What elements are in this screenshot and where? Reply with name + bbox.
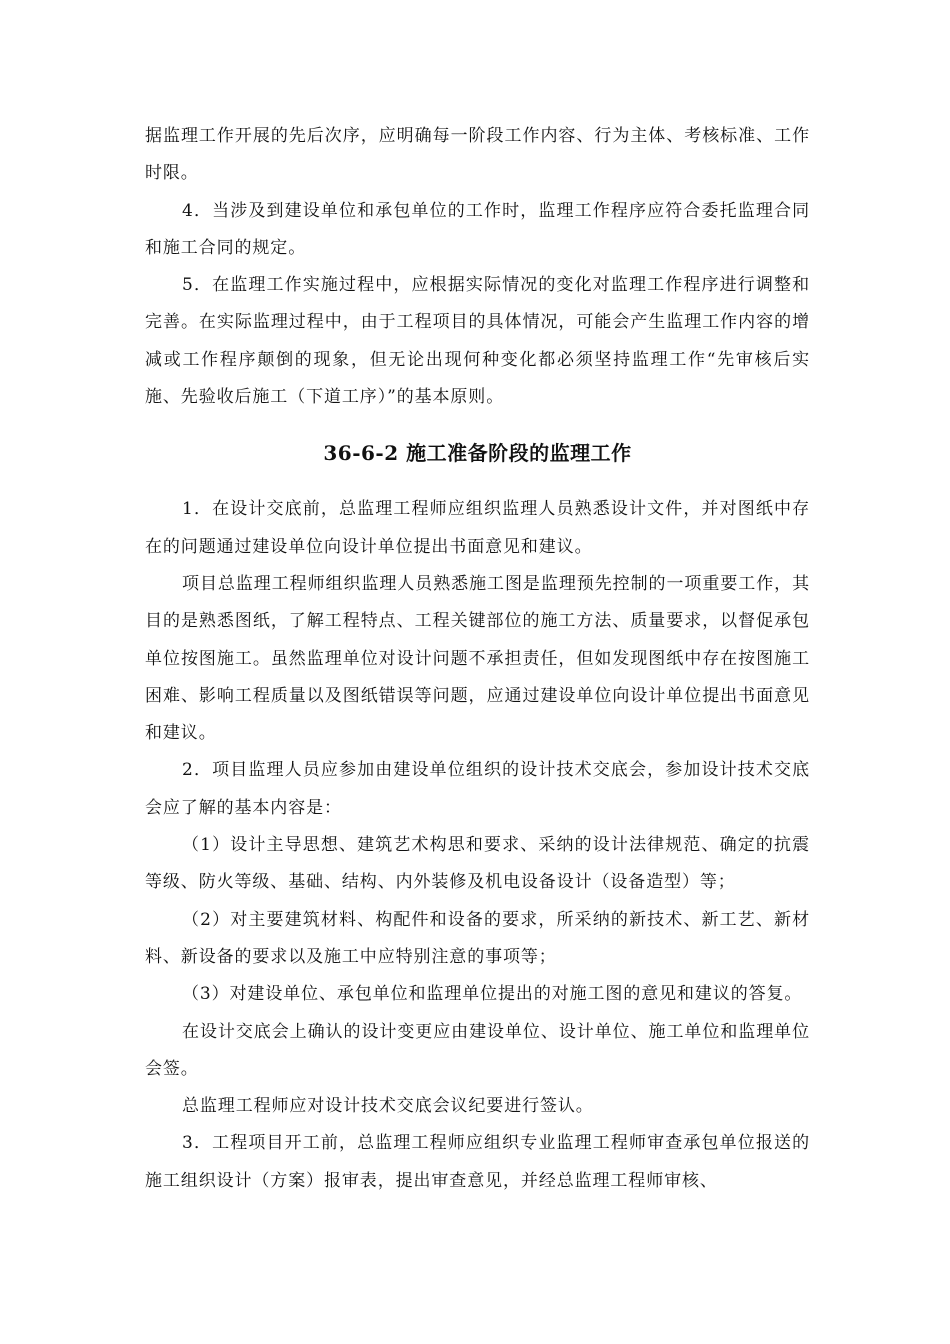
section-heading: 36-6-2 施工准备阶段的监理工作 [323,441,632,466]
paragraph-item-5: 5．在监理工作实施过程中，应根据实际情况的变化对监理工作程序进行调整和完善。在实际监理过程中，由于工程项目的具体情况，可能会产生监理工作内容的增减或工作程序颠倒的现象，但无论出现何种变化都必须坚持监理工作“先审核后实施、先验收后施工（下道工序）”的基本原则。 [145,275,810,408]
paragraph-item-4: 4．当涉及到建设单位和承包单位的工作时，监理工作程序应符合委托监理合同和施工合同的规定。 [145,200,810,258]
paragraph-item-3: 3．工程项目开工前，总监理工程师应组织专业监理工程师审查承包单位报送的施工组织设计（方案）报审表，提出审查意见，并经总监理工程师审核、 [145,1133,810,1191]
paragraph-subitem-1: （1）设计主导思想、建筑艺术构思和要求、采纳的设计法律规范、确定的抗震等级、防火等级、基础、结构、内外装修及机电设备设计（设备造型）等； [145,835,810,893]
paragraph-subitem-2: （2）对主要建筑材料、构配件和设备的要求，所采纳的新技术、新工艺、新材料、新设备的要求以及施工中应特别注意的事项等； [145,909,810,967]
paragraph-minutes-signoff: 总监理工程师应对设计技术交底会议纪要进行签认。 [182,1096,594,1117]
paragraph-continuation: 据监理工作开展的先后次序，应明确每一阶段工作内容、行为主体、考核标准、工作时限。 [145,126,810,184]
paragraph-explanation: 项目总监理工程师组织监理人员熟悉施工图是监理预先控制的一项重要工作，其目的是熟悉图纸，了解工程特点、工程关键部位的施工方法、质量要求，以督促承包单位按图施工。虽然监理单位对设计问题不承担责任，但如发现图纸中存在按图施工困难、影响工程质量以及图纸错误等问题，应通过建设单位向设计单位提出书面意见和建议。 [145,573,810,744]
paragraph-item-1: 1．在设计交底前，总监理工程师应组织监理人员熟悉设计文件，并对图纸中存在的问题通过建设单位向设计单位提出书面意见和建议。 [145,499,810,557]
paragraph-design-change: 在设计交底会上确认的设计变更应由建设单位、设计单位、施工单位和监理单位会签。 [145,1021,810,1079]
document-body [145,118,810,1200]
paragraph-subitem-3: （3）对建设单位、承包单位和监理单位提出的对施工图的意见和建议的答复。 [182,984,803,1005]
paragraph-item-2: 2．项目监理人员应参加由建设单位组织的设计技术交底会，参加设计技术交底会应了解的基本内容是： [145,760,810,818]
